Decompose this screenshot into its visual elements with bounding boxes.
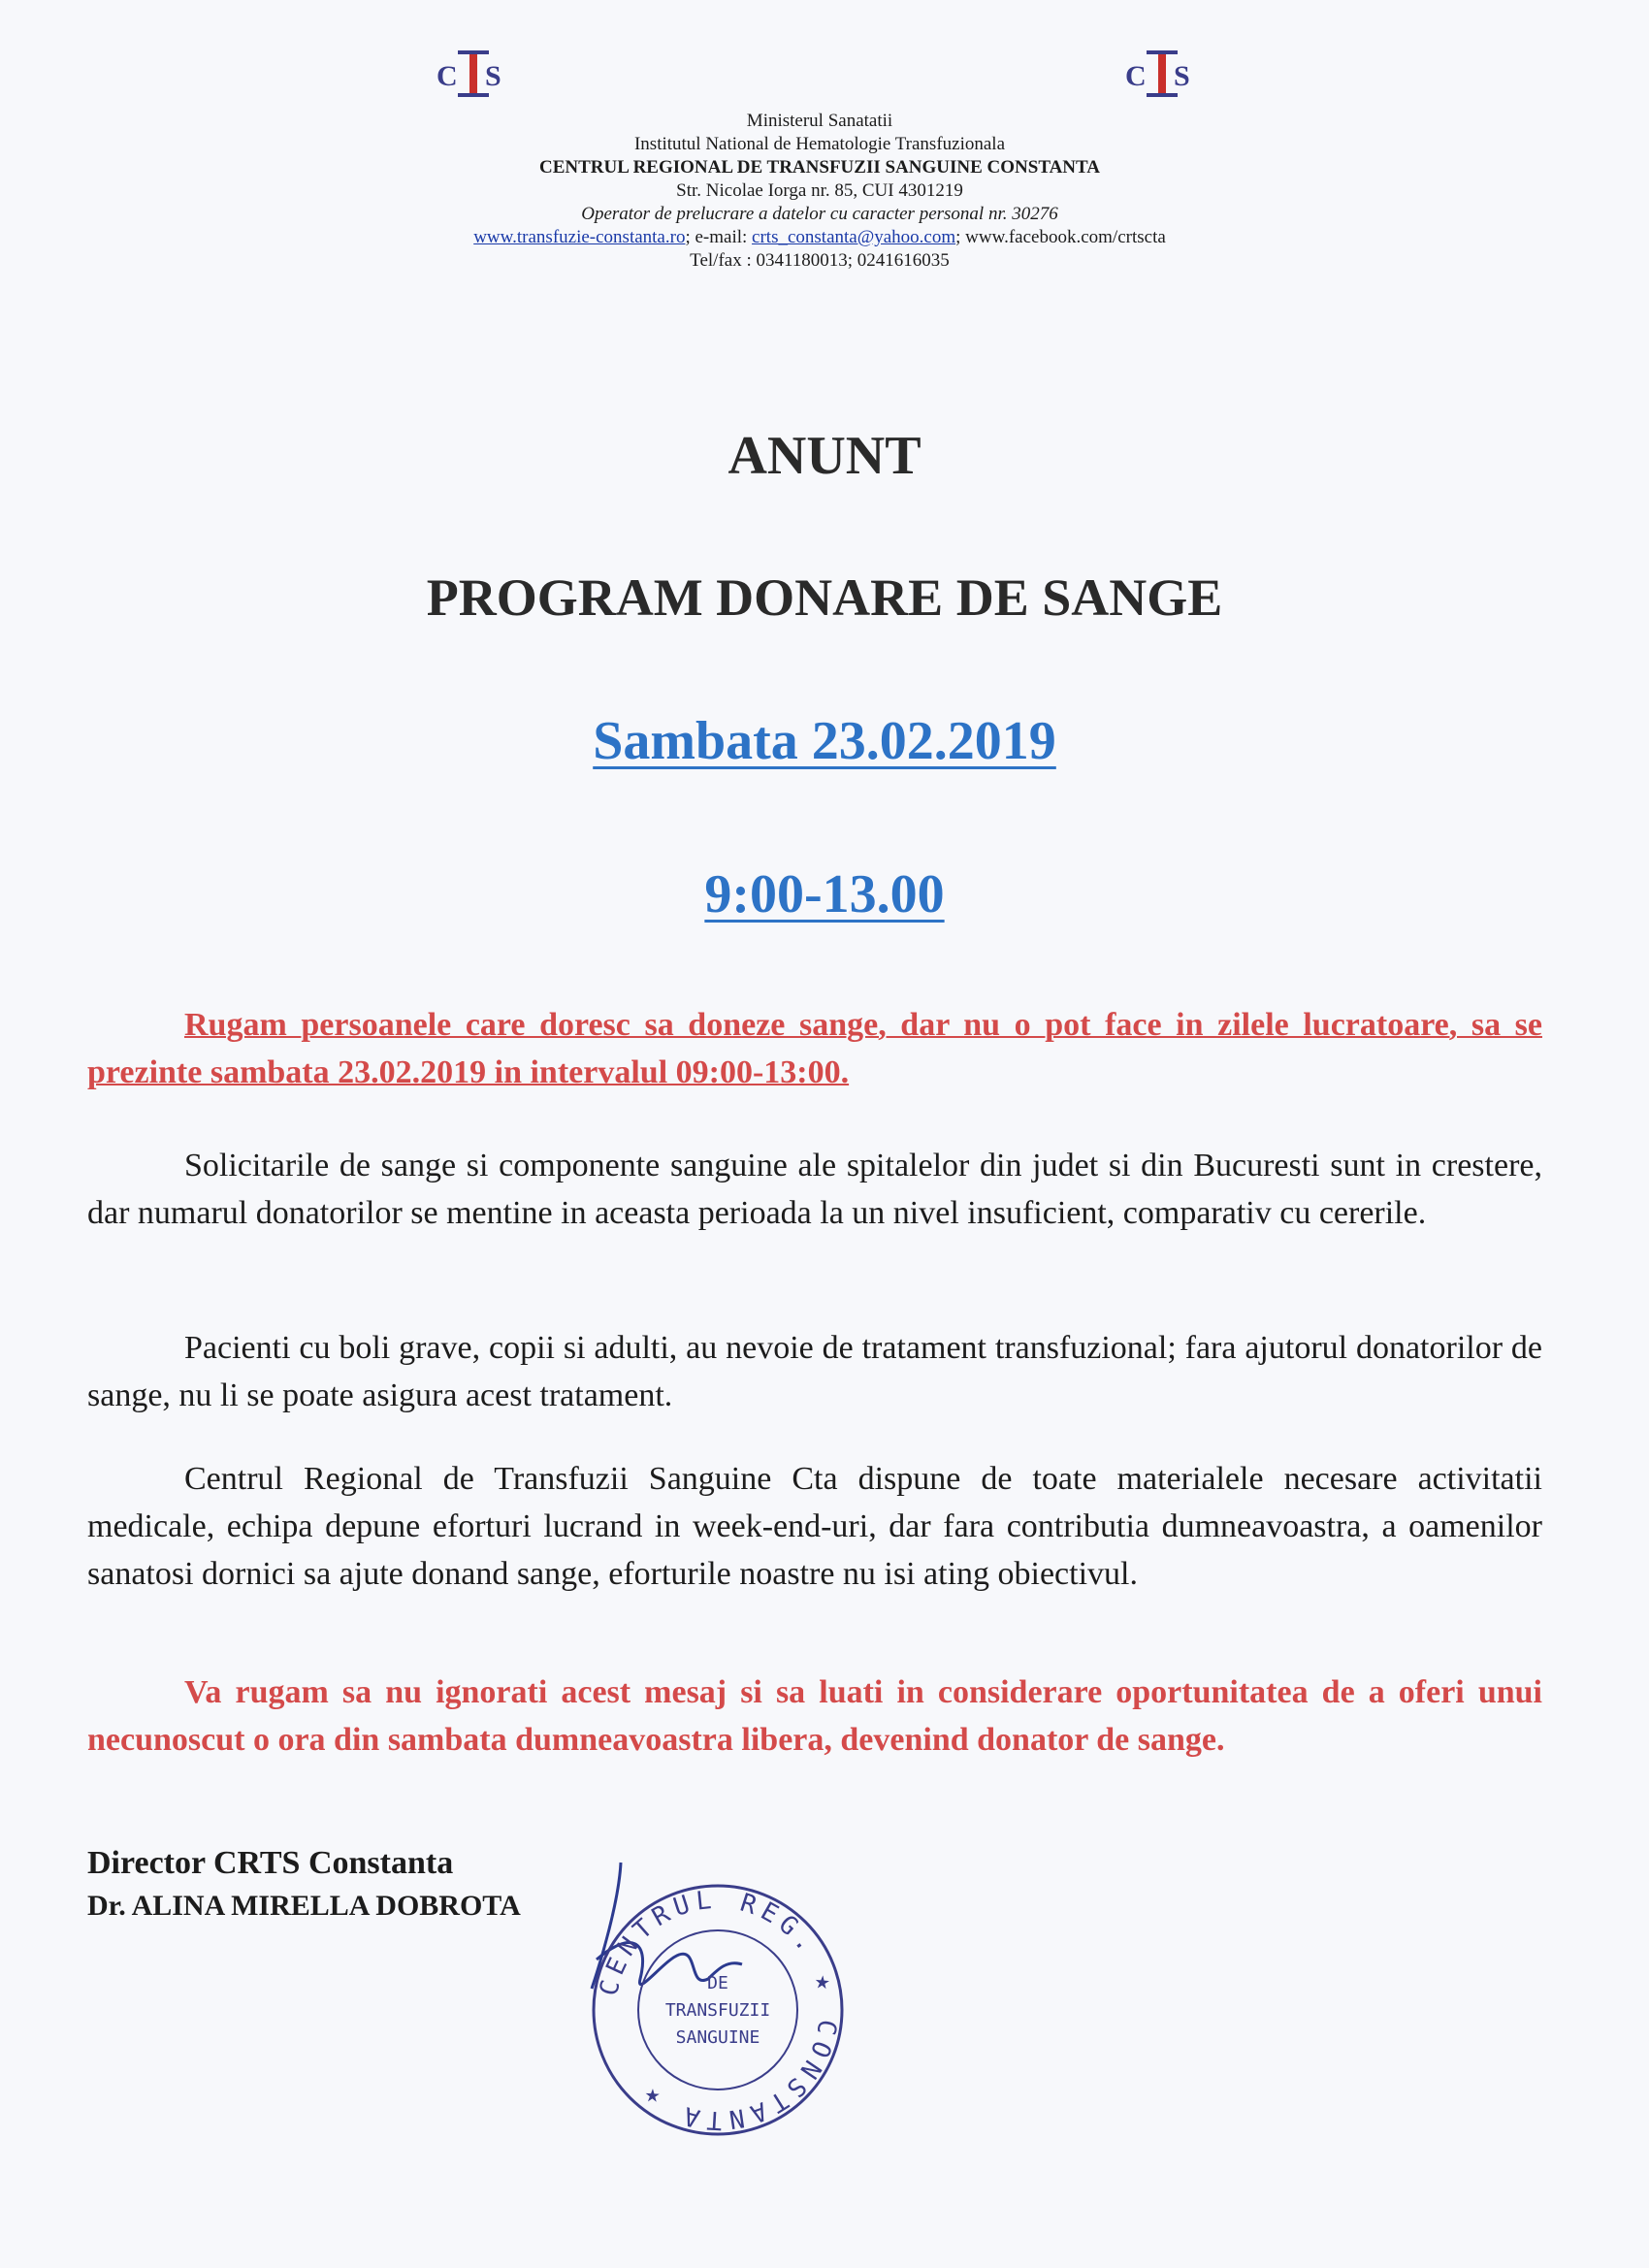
signature-title: Director CRTS Constanta <box>87 1845 454 1881</box>
page-subtitle: PROGRAM DONARE DE SANGE <box>426 568 1223 627</box>
svg-text:S: S <box>485 60 501 92</box>
operator-line: Operator de prelucrare a datelor cu caracter personal nr. 30276 <box>581 204 1058 224</box>
svg-text:S: S <box>1174 60 1190 92</box>
signature-name: Dr. ALINA MIRELLA DOBROTA <box>87 1890 521 1922</box>
event-time: 9:00-13.00 <box>704 864 945 924</box>
contact-line <box>291 226 1348 249</box>
email-link[interactable]: crts_constanta@yahoo.com <box>752 227 956 247</box>
phone-line: Tel/fax : 0341180013; 0241616035 <box>690 250 950 271</box>
ministry-line: Ministerul Sanatatii <box>746 111 893 131</box>
appeal-highlight: Va rugam sa nu ignorati acest mesaj si sa luati in considerare oportunitatea de a oferi unui necunoscut o ora din sambata dumneavoastra libera, devenind donator de sange. <box>87 1674 1542 1758</box>
institute-line: Institutul National de Hematologie Transfuzionala <box>633 134 1006 154</box>
email-label: ; e-mail: <box>685 227 753 247</box>
stamp-center-line1: DE <box>707 1973 728 1993</box>
paragraph-center: Centrul Regional de Transfuzii Sanguine Cta dispune de toate materialele necesare activitatii medicale, echipa depune eforturi lucrand in week-end-uri, dar fara contributia dumneavoastra, a oamenilor sanatosi dornici sa ajute donand sange, eforturile noastre nu isi ating obiectivul. <box>87 1461 1542 1592</box>
event-date: Sambata 23.02.2019 <box>593 711 1056 771</box>
letterhead <box>291 110 1348 273</box>
stamp-center-line2: TRANSFUZII <box>664 2000 771 2021</box>
svg-text:C: C <box>436 60 458 92</box>
address-line: Str. Nicolae Iorga nr. 85, CUI 4301219 <box>676 180 963 201</box>
paragraph-patients: Pacienti cu boli grave, copii si adulti, au nevoie de tratament transfuzional; fara ajutorul donatorilor de sange, nu li se poate asigura acest tratament. <box>87 1330 1542 1413</box>
paragraph-requests: Solicitarile de sange si componente sanguine ale spitalelor din judet si din Bucuresti sunt in crestere, dar numarul donatorilor se mentine in aceasta perioada la un nivel insuficient, comparativ cu cererile. <box>87 1148 1542 1231</box>
page-title: ANUNT <box>728 426 922 486</box>
svg-text:C: C <box>1125 60 1147 92</box>
website-link[interactable]: www.transfuzie-constanta.ro <box>473 227 686 247</box>
stamp-center-line3: SANGUINE <box>675 2027 760 2048</box>
center-name-line: CENTRUL REGIONAL DE TRANSFUZII SANGUINE CONSTANTA <box>538 157 1101 178</box>
facebook-text: ; www.facebook.com/crtscta <box>955 227 1166 247</box>
cts-logo-icon <box>429 47 518 103</box>
official-stamp <box>572 1843 863 2154</box>
stamp-ring-text: CENTRUL REG. ★ CONSTANTA ★ <box>594 1885 843 2135</box>
notice-highlight: Rugam persoanele care doresc sa doneze sange, dar nu o pot face in zilele lucratoare, sa se prezinte sambata 23.02.2019 in intervalul 09:00-13:00. <box>87 1007 1542 1090</box>
cts-logo-icon <box>1117 47 1207 103</box>
